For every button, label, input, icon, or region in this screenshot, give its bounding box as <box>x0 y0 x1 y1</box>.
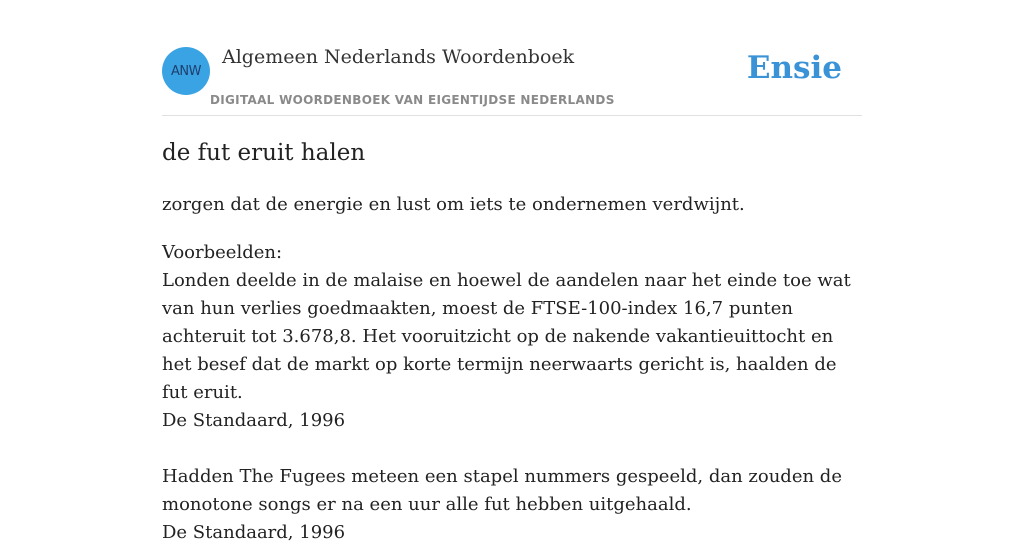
example-source: De Standaard, 1996 <box>162 410 346 431</box>
logo-text: ANW <box>171 63 201 79</box>
example-item <box>162 267 862 435</box>
anw-logo[interactable] <box>162 47 210 95</box>
example-item <box>162 463 862 547</box>
dictionary-subtitle: DIGITAAL WOORDENBOEK VAN EIGENTIJDSE NEDERLANDS <box>210 93 615 107</box>
site-header <box>162 0 862 116</box>
dictionary-title[interactable]: Algemeen Nederlands Woordenboek <box>222 46 575 68</box>
entry-definition: zorgen dat de energie en lust om iets te ondernemen verdwijnt. <box>162 194 745 215</box>
ensie-brand-link[interactable]: Ensie <box>746 50 842 86</box>
example-text: Londen deelde in de malaise en hoewel de aandelen naar het einde toe wat van hun verlies goedmaakten, moest de FTSE-100-index 16,7 punten achteruit tot 3.678,8. Het vooruitzicht op de nakende vakantieuittocht en het besef dat de markt op korte termijn neerwaarts gericht is, haalden de fut eruit. <box>162 270 851 403</box>
examples-section <box>162 239 862 547</box>
example-source: De Standaard, 1996 <box>162 522 346 543</box>
example-spacer <box>162 435 862 463</box>
example-text: Hadden The Fugees meteen een stapel nummers gespeeld, dan zouden de monotone songs er na een uur alle fut hebben uitgehaald. <box>162 466 842 515</box>
examples-label: Voorbeelden: <box>162 242 283 263</box>
entry-term: de fut eruit halen <box>162 140 366 166</box>
